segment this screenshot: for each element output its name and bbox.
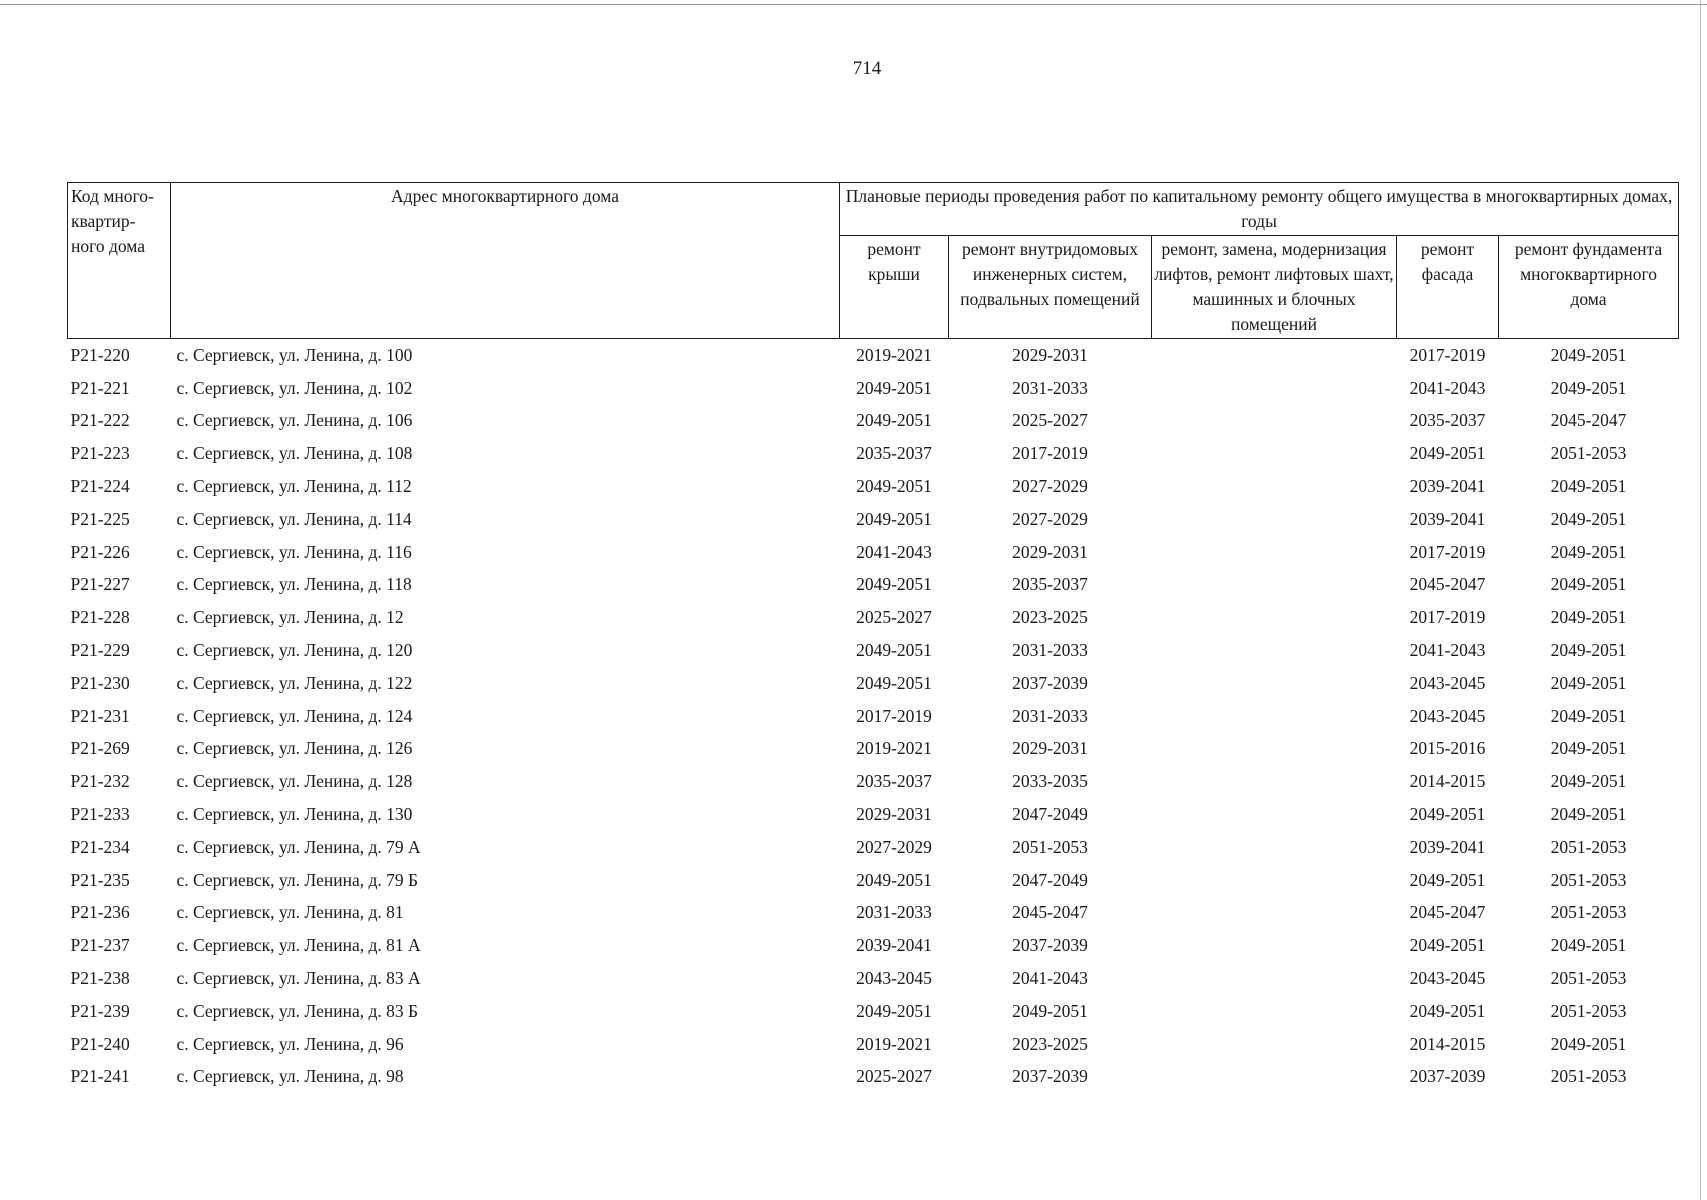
cell-engineering: 2023-2025 <box>1012 1033 1088 1054</box>
cell-code: Р21-230 <box>70 672 130 693</box>
cell-foundation: 2051-2053 <box>1550 1066 1627 1087</box>
cell-roof: 2017-2019 <box>856 705 932 726</box>
cell-foundation: 2049-2051 <box>1550 508 1627 529</box>
cell-engineering: 2037-2039 <box>1012 1066 1088 1087</box>
cell-elevators <box>1152 995 1397 1028</box>
cell-foundation: 2049-2051 <box>1550 705 1627 726</box>
cell-facade: 2014-2015 <box>1409 771 1486 792</box>
cell-facade: 2017-2019 <box>1409 607 1486 628</box>
table-row <box>68 503 1679 536</box>
cell-engineering: 2031-2033 <box>1012 377 1088 398</box>
table-row <box>68 1028 1679 1061</box>
cell-roof: 2049-2051 <box>856 377 932 398</box>
cell-elevators <box>1152 700 1397 733</box>
cell-elevators <box>1152 1028 1397 1061</box>
cell-address: с. Сергиевск, ул. Ленина, д. 83 А <box>176 968 421 989</box>
cell-roof: 2031-2033 <box>856 902 932 923</box>
table-row <box>68 437 1679 470</box>
header-code: Код много-квартир-ного дома <box>68 183 171 339</box>
header-address: Адрес многоквартирного дома <box>171 183 840 339</box>
cell-address: с. Сергиевск, ул. Ленина, д. 122 <box>176 672 413 693</box>
repair-schedule-table <box>67 182 1679 1093</box>
cell-code: Р21-235 <box>70 869 130 890</box>
cell-facade: 2049-2051 <box>1409 869 1486 890</box>
cell-code: Р21-228 <box>70 607 130 628</box>
cell-code: Р21-239 <box>70 1000 130 1021</box>
cell-roof: 2039-2041 <box>856 935 932 956</box>
cell-code: Р21-225 <box>70 508 130 529</box>
cell-elevators <box>1152 503 1397 536</box>
cell-address: с. Сергиевск, ул. Ленина, д. 79 А <box>176 836 421 857</box>
cell-foundation: 2049-2051 <box>1550 738 1627 759</box>
cell-code: Р21-241 <box>70 1066 130 1087</box>
cell-code: Р21-269 <box>70 738 130 759</box>
cell-elevators <box>1152 470 1397 503</box>
cell-engineering: 2023-2025 <box>1012 607 1088 628</box>
cell-foundation: 2049-2051 <box>1550 574 1627 595</box>
table-row <box>68 372 1679 405</box>
cell-address: с. Сергиевск, ул. Ленина, д. 98 <box>176 1066 404 1087</box>
cell-foundation: 2049-2051 <box>1550 377 1627 398</box>
table-row <box>68 667 1679 700</box>
cell-address: с. Сергиевск, ул. Ленина, д. 79 Б <box>176 869 419 890</box>
cell-facade: 2045-2047 <box>1409 574 1486 595</box>
cell-address: с. Сергиевск, ул. Ленина, д. 128 <box>176 771 413 792</box>
table-row <box>68 536 1679 569</box>
cell-address: с. Сергиевск, ул. Ленина, д. 108 <box>176 443 413 464</box>
table-row <box>68 733 1679 766</box>
cell-code: Р21-231 <box>70 705 130 726</box>
table-row <box>68 929 1679 962</box>
page-number: 714 <box>852 58 882 79</box>
cell-roof: 2035-2037 <box>856 443 932 464</box>
cell-address: с. Сергиевск, ул. Ленина, д. 83 Б <box>176 1000 419 1021</box>
cell-foundation: 2051-2053 <box>1550 968 1627 989</box>
table-row <box>68 995 1679 1028</box>
cell-foundation: 2049-2051 <box>1550 344 1627 365</box>
table-row <box>68 1061 1679 1094</box>
cell-facade: 2043-2045 <box>1409 672 1486 693</box>
cell-facade: 2039-2041 <box>1409 508 1486 529</box>
cell-address: с. Сергиевск, ул. Ленина, д. 116 <box>176 541 412 562</box>
cell-elevators <box>1152 405 1397 438</box>
cell-engineering: 2045-2047 <box>1012 902 1088 923</box>
cell-engineering: 2031-2033 <box>1012 640 1088 661</box>
cell-foundation: 2051-2053 <box>1550 1000 1627 1021</box>
cell-address: с. Сергиевск, ул. Ленина, д. 120 <box>176 640 413 661</box>
table-row <box>68 831 1679 864</box>
cell-engineering: 2031-2033 <box>1012 705 1088 726</box>
cell-address: с. Сергиевск, ул. Ленина, д. 100 <box>176 344 413 365</box>
header-facade: ремонт фасада <box>1397 236 1499 339</box>
cell-address: с. Сергиевск, ул. Ленина, д. 81 <box>176 902 404 923</box>
cell-address: с. Сергиевск, ул. Ленина, д. 114 <box>176 508 412 529</box>
cell-facade: 2043-2045 <box>1409 705 1486 726</box>
scan-edge-right <box>1700 0 1701 1200</box>
cell-facade: 2015-2016 <box>1409 738 1486 759</box>
cell-facade: 2041-2043 <box>1409 640 1486 661</box>
cell-address: с. Сергиевск, ул. Ленина, д. 124 <box>176 705 413 726</box>
table-row <box>68 765 1679 798</box>
cell-engineering: 2035-2037 <box>1012 574 1088 595</box>
cell-foundation: 2051-2053 <box>1550 869 1627 890</box>
header-engineering: ремонт внутридомовых инженерных систем, подвальных помещений <box>949 236 1152 339</box>
cell-address: с. Сергиевск, ул. Ленина, д. 12 <box>176 607 404 628</box>
cell-foundation: 2049-2051 <box>1550 771 1627 792</box>
cell-foundation: 2049-2051 <box>1550 935 1627 956</box>
cell-foundation: 2049-2051 <box>1550 607 1627 628</box>
cell-engineering: 2017-2019 <box>1012 443 1088 464</box>
cell-elevators <box>1152 569 1397 602</box>
cell-engineering: 2047-2049 <box>1012 804 1088 825</box>
cell-address: с. Сергиевск, ул. Ленина, д. 96 <box>176 1033 404 1054</box>
cell-facade: 2035-2037 <box>1409 410 1486 431</box>
cell-facade: 2049-2051 <box>1409 443 1486 464</box>
cell-foundation: 2051-2053 <box>1550 836 1627 857</box>
cell-roof: 2049-2051 <box>856 410 932 431</box>
cell-code: Р21-240 <box>70 1033 130 1054</box>
cell-roof: 2049-2051 <box>856 574 932 595</box>
cell-engineering: 2027-2029 <box>1012 476 1088 497</box>
cell-engineering: 2051-2053 <box>1012 836 1088 857</box>
cell-code: Р21-224 <box>70 476 130 497</box>
cell-elevators <box>1152 733 1397 766</box>
table-row <box>68 634 1679 667</box>
cell-code: Р21-222 <box>70 410 130 431</box>
cell-foundation: 2049-2051 <box>1550 476 1627 497</box>
cell-engineering: 2027-2029 <box>1012 508 1088 529</box>
cell-engineering: 2047-2049 <box>1012 869 1088 890</box>
cell-code: Р21-234 <box>70 836 130 857</box>
cell-elevators <box>1152 962 1397 995</box>
cell-elevators <box>1152 372 1397 405</box>
cell-roof: 2029-2031 <box>856 804 932 825</box>
header-roof: ремонт крыши <box>840 236 949 339</box>
table-header <box>68 183 1679 339</box>
table-row <box>68 962 1679 995</box>
cell-code: Р21-226 <box>70 541 130 562</box>
cell-code: Р21-227 <box>70 574 130 595</box>
cell-address: с. Сергиевск, ул. Ленина, д. 112 <box>176 476 412 497</box>
cell-code: Р21-236 <box>70 902 130 923</box>
table-row <box>68 798 1679 831</box>
cell-roof: 2049-2051 <box>856 869 932 890</box>
scan-edge-top <box>0 4 1707 5</box>
cell-facade: 2049-2051 <box>1409 1000 1486 1021</box>
cell-elevators <box>1152 929 1397 962</box>
cell-engineering: 2041-2043 <box>1012 968 1088 989</box>
cell-facade: 2039-2041 <box>1409 836 1486 857</box>
cell-engineering: 2049-2051 <box>1012 1000 1088 1021</box>
cell-roof: 2025-2027 <box>856 607 932 628</box>
cell-facade: 2041-2043 <box>1409 377 1486 398</box>
cell-roof: 2019-2021 <box>856 738 932 759</box>
table-row <box>68 405 1679 438</box>
table-row <box>68 864 1679 897</box>
header-foundation: ремонт фундамента многоквартирного дома <box>1499 236 1679 339</box>
cell-elevators <box>1152 634 1397 667</box>
cell-facade: 2049-2051 <box>1409 935 1486 956</box>
cell-roof: 2049-2051 <box>856 672 932 693</box>
cell-roof: 2025-2027 <box>856 1066 932 1087</box>
cell-address: с. Сергиевск, ул. Ленина, д. 118 <box>176 574 412 595</box>
cell-roof: 2019-2021 <box>856 344 932 365</box>
cell-elevators <box>1152 536 1397 569</box>
cell-code: Р21-229 <box>70 640 130 661</box>
cell-engineering: 2029-2031 <box>1012 541 1088 562</box>
cell-roof: 2049-2051 <box>856 640 932 661</box>
cell-engineering: 2029-2031 <box>1012 344 1088 365</box>
cell-elevators <box>1152 339 1397 372</box>
cell-roof: 2049-2051 <box>856 508 932 529</box>
cell-facade: 2017-2019 <box>1409 344 1486 365</box>
cell-facade: 2045-2047 <box>1409 902 1486 923</box>
cell-engineering: 2037-2039 <box>1012 672 1088 693</box>
table-row <box>68 897 1679 930</box>
cell-foundation: 2049-2051 <box>1550 640 1627 661</box>
table-row <box>68 569 1679 602</box>
cell-elevators <box>1152 765 1397 798</box>
cell-facade: 2037-2039 <box>1409 1066 1486 1087</box>
cell-code: Р21-220 <box>70 344 130 365</box>
cell-elevators <box>1152 864 1397 897</box>
cell-elevators <box>1152 798 1397 831</box>
cell-foundation: 2049-2051 <box>1550 672 1627 693</box>
cell-foundation: 2051-2053 <box>1550 443 1627 464</box>
cell-roof: 2027-2029 <box>856 836 932 857</box>
cell-foundation: 2049-2051 <box>1550 804 1627 825</box>
cell-roof: 2035-2037 <box>856 771 932 792</box>
cell-foundation: 2051-2053 <box>1550 902 1627 923</box>
cell-facade: 2017-2019 <box>1409 541 1486 562</box>
header-elevators: ремонт, замена, модернизация лифтов, ремонт лифтовых шахт, машинных и блочных помещений <box>1152 236 1397 339</box>
cell-elevators <box>1152 601 1397 634</box>
cell-elevators <box>1152 1061 1397 1094</box>
cell-facade: 2014-2015 <box>1409 1033 1486 1054</box>
cell-roof: 2049-2051 <box>856 1000 932 1021</box>
cell-address: с. Сергиевск, ул. Ленина, д. 81 А <box>176 935 421 956</box>
cell-facade: 2039-2041 <box>1409 476 1486 497</box>
cell-facade: 2049-2051 <box>1409 804 1486 825</box>
table-row <box>68 470 1679 503</box>
cell-facade: 2043-2045 <box>1409 968 1486 989</box>
cell-engineering: 2037-2039 <box>1012 935 1088 956</box>
table-body <box>68 339 1679 1094</box>
cell-elevators <box>1152 831 1397 864</box>
cell-foundation: 2049-2051 <box>1550 541 1627 562</box>
cell-elevators <box>1152 667 1397 700</box>
cell-code: Р21-233 <box>70 804 130 825</box>
cell-roof: 2049-2051 <box>856 476 932 497</box>
cell-address: с. Сергиевск, ул. Ленина, д. 106 <box>176 410 413 431</box>
cell-roof: 2043-2045 <box>856 968 932 989</box>
cell-foundation: 2049-2051 <box>1550 1033 1627 1054</box>
cell-engineering: 2033-2035 <box>1012 771 1088 792</box>
table-row <box>68 339 1679 372</box>
cell-address: с. Сергиевск, ул. Ленина, д. 126 <box>176 738 413 759</box>
cell-code: Р21-237 <box>70 935 130 956</box>
table-row <box>68 601 1679 634</box>
cell-code: Р21-223 <box>70 443 130 464</box>
header-planned-periods: Плановые периоды проведения работ по капитальному ремонту общего имущества в многоквартирных домах, годы <box>840 183 1679 236</box>
cell-code: Р21-232 <box>70 771 130 792</box>
table-row <box>68 700 1679 733</box>
cell-elevators <box>1152 897 1397 930</box>
cell-elevators <box>1152 437 1397 470</box>
cell-engineering: 2025-2027 <box>1012 410 1088 431</box>
cell-address: с. Сергиевск, ул. Ленина, д. 130 <box>176 804 413 825</box>
cell-code: Р21-221 <box>70 377 130 398</box>
cell-code: Р21-238 <box>70 968 130 989</box>
cell-roof: 2019-2021 <box>856 1033 932 1054</box>
cell-foundation: 2045-2047 <box>1550 410 1627 431</box>
cell-engineering: 2029-2031 <box>1012 738 1088 759</box>
cell-roof: 2041-2043 <box>856 541 932 562</box>
cell-address: с. Сергиевск, ул. Ленина, д. 102 <box>176 377 413 398</box>
